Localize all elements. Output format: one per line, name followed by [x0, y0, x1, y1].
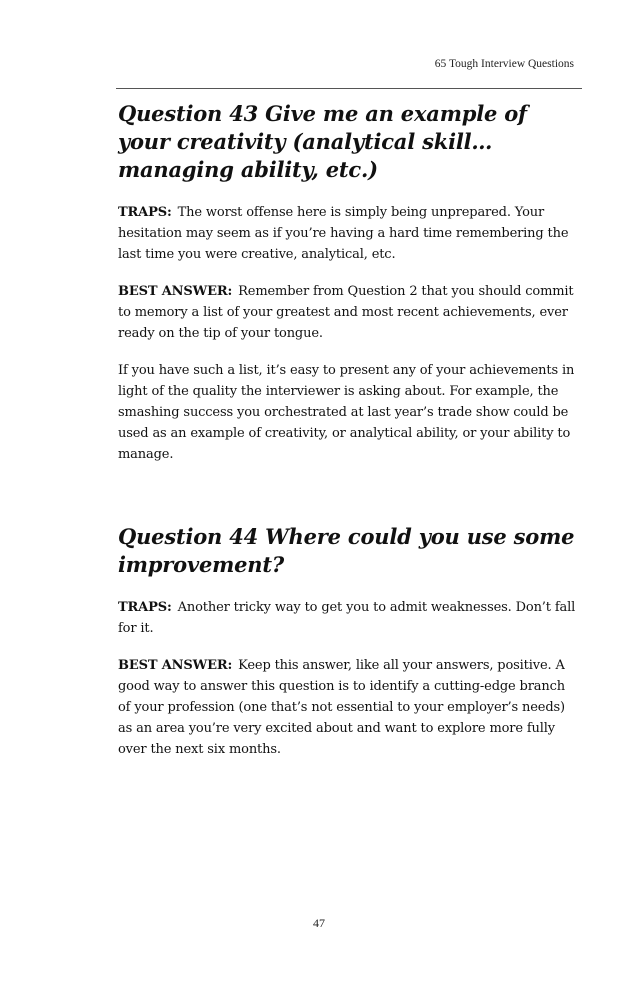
traps-text: Another tricky way to get you to admit weaknesses. Don’t fall for it. [118, 600, 576, 636]
page-number: 47 [313, 916, 325, 930]
question-44-best-answer [118, 655, 578, 760]
traps-label: TRAPS: [118, 600, 172, 615]
question-44-section [118, 523, 578, 760]
question-43-traps [118, 202, 578, 265]
question-43-best-answer [118, 281, 578, 344]
best-answer-text: Remember from Question 2 that you should commit to memory a list of your greatest and most recent achievements, ever ready on the tip of your tongue. [118, 284, 574, 341]
header-rule [116, 88, 582, 89]
running-header: 65 Tough Interview Questions [434, 58, 574, 70]
question-43-section [118, 100, 578, 465]
best-answer-text: Keep this answer, like all your answers, positive. A good way to answer this question is to identify a cutting-edge branch of your profession (one that’s not essential to your employer’s needs) as an area you’re very excited about and want to explore more fully over the next six months. [118, 658, 565, 757]
page-content [118, 100, 578, 776]
traps-label: TRAPS: [118, 205, 172, 220]
best-answer-label: BEST ANSWER: [118, 284, 233, 299]
question-43-extra-paragraph: If you have such a list, it’s easy to present any of your achievements in light of the quality the interviewer is asking about. For example, the smashing success you orchestrated at last year’s trade show could be used as an example of creativity, or analytical ability, or your ability to manage. [118, 363, 575, 462]
traps-text: The worst offense here is simply being unprepared. Your hesitation may seem as if you’re having a hard time remembering the last time you were creative, analytical, etc. [118, 205, 569, 262]
question-43-title: Question 43 Give me an example of your creativity (analytical skill…managing ability, etc.) [118, 101, 527, 182]
question-44-traps [118, 597, 578, 639]
best-answer-label: BEST ANSWER: [118, 658, 233, 673]
question-44-title: Question 44 Where could you use some improvement? [118, 524, 575, 577]
